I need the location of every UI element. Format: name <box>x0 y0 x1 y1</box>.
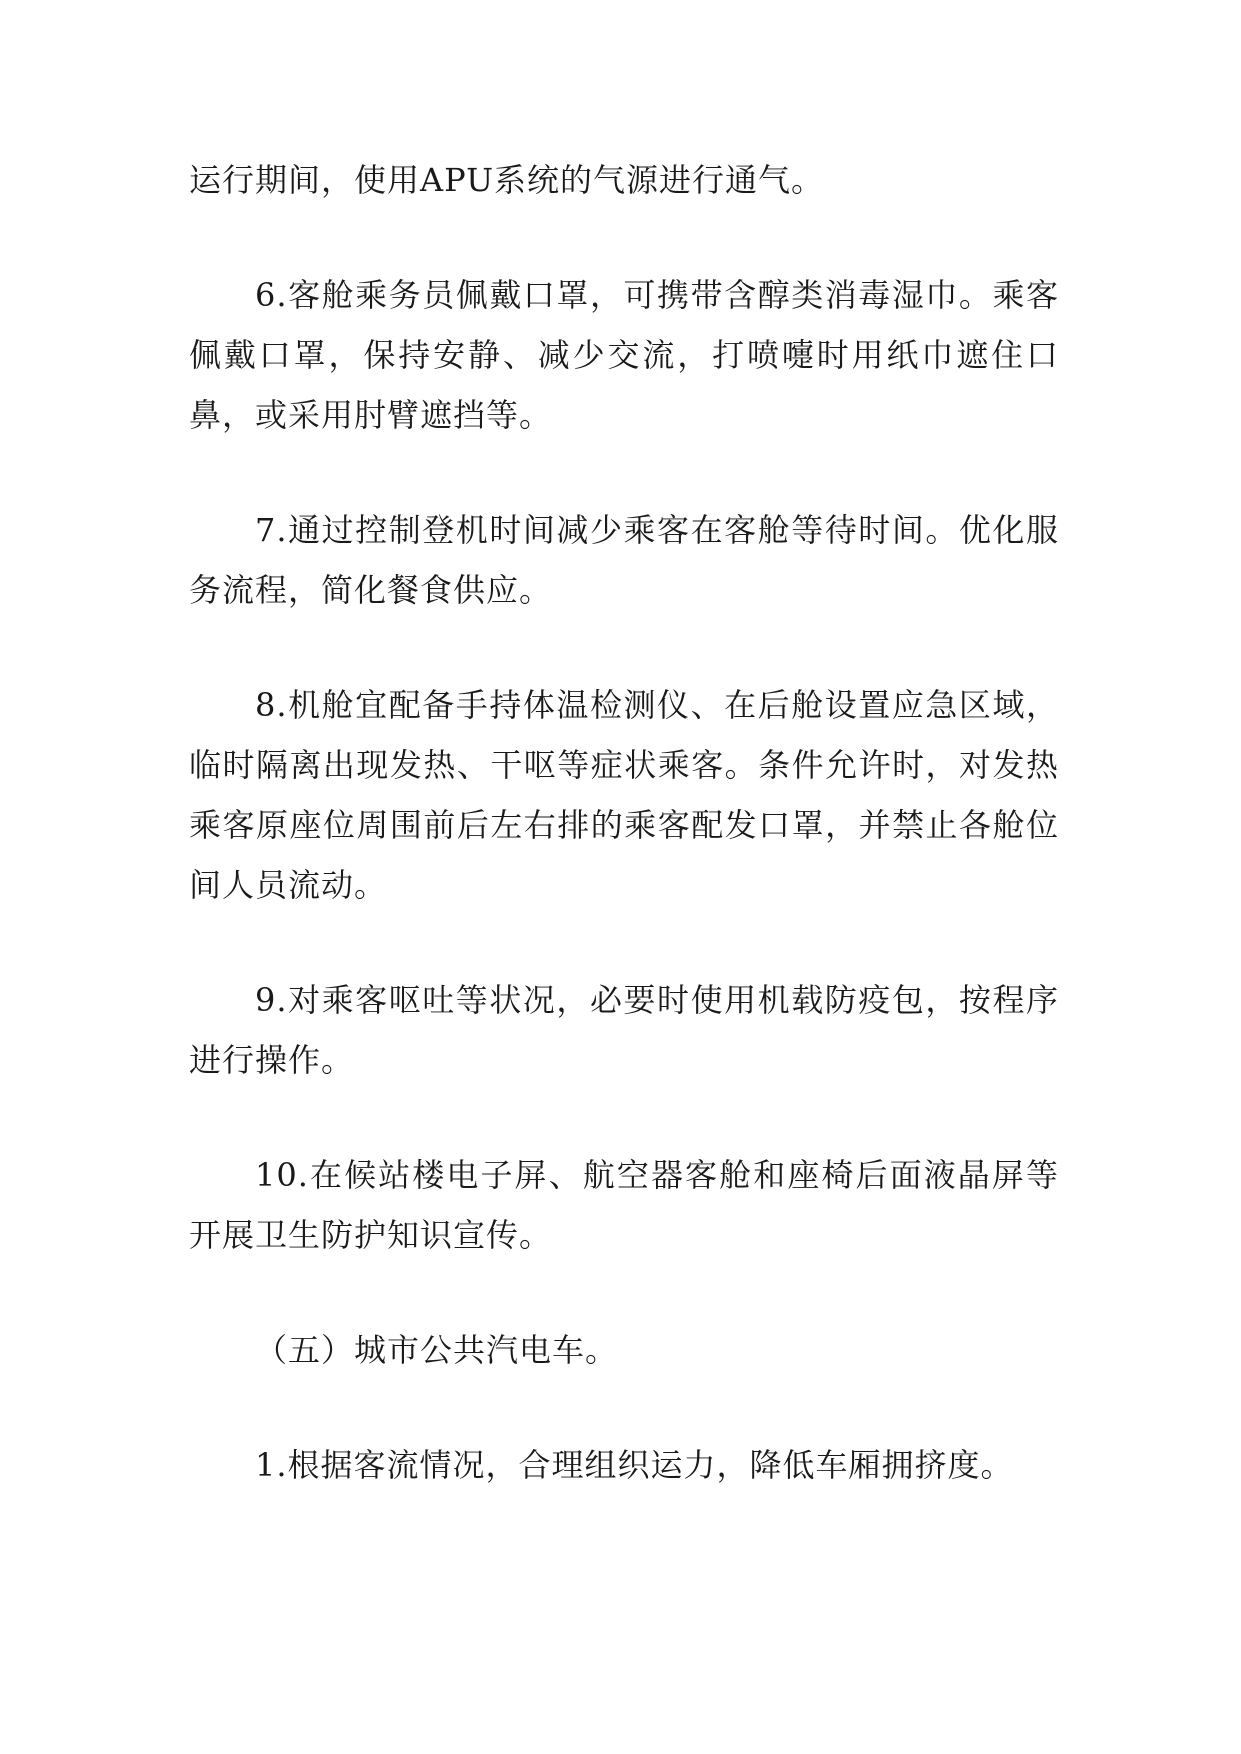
paragraph-item-8: 8.机舱宜配备手持体温检测仪、在后舱设置应急区域，临时隔离出现发热、干呕等症状乘客。条件允许时，对发热乘客原座位周围前后左右排的乘客配发口罩，并禁止各舱位间人员流动。 <box>189 686 1059 904</box>
paragraph-gap <box>189 915 1059 970</box>
document-body <box>189 150 1059 1495</box>
paragraph-item-6: 6.客舱乘务员佩戴口罩，可携带含醇类消毒湿巾。乘客佩戴口罩，保持安静、减少交流，打喷嚏时用纸巾遮住口鼻，或采用肘臂遮挡等。 <box>189 276 1059 434</box>
paragraph-gap <box>189 1265 1059 1320</box>
paragraph-gap <box>189 210 1059 265</box>
paragraph-item-1: 1.根据客流情况，合理组织运力，降低车厢拥挤度。 <box>255 1446 1014 1484</box>
paragraph-gap <box>189 445 1059 500</box>
paragraph-item-7: 7.通过控制登机时间减少乘客在客舱等待时间。优化服务流程，简化餐食供应。 <box>189 511 1059 609</box>
paragraph-gap <box>189 620 1059 675</box>
paragraph-item-9: 9.对乘客呕吐等状况，必要时使用机载防疫包，按程序进行操作。 <box>189 981 1059 1079</box>
paragraph-apu-ventilation: 运行期间，使用APU系统的气源进行通气。 <box>189 161 825 199</box>
paragraph-gap <box>189 1090 1059 1145</box>
paragraph-gap <box>189 1380 1059 1435</box>
section-heading-5: （五）城市公共汽电车。 <box>255 1331 619 1369</box>
paragraph-item-10: 10.在候站楼电子屏、航空器客舱和座椅后面液晶屏等开展卫生防护知识宣传。 <box>189 1156 1059 1254</box>
